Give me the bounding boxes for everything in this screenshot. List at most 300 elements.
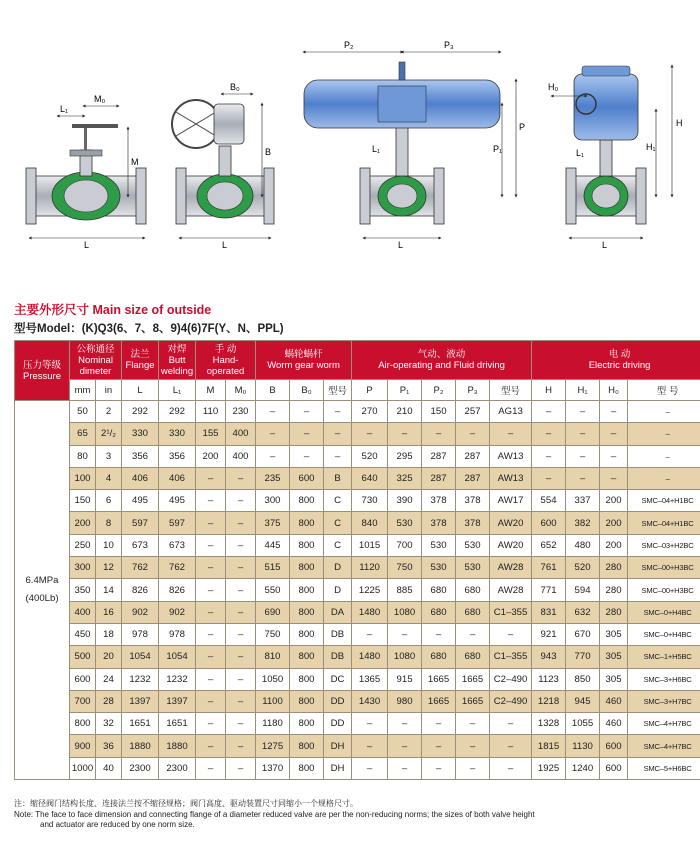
table-cell: 800 xyxy=(290,534,324,556)
table-cell: – xyxy=(196,623,226,645)
table-cell: – xyxy=(490,735,532,757)
table-row xyxy=(15,668,700,690)
table-cell: 330 xyxy=(122,423,159,445)
pressure-mpa: 6.4MPa xyxy=(25,575,59,587)
table-cell: – xyxy=(388,423,422,445)
subheader-h1: H₁ xyxy=(566,380,600,401)
table-cell: – xyxy=(226,646,256,668)
table-cell: 495 xyxy=(122,490,159,512)
header-pressure xyxy=(15,341,70,401)
subheader-l1: L₁ xyxy=(159,380,196,401)
table-cell: 1665 xyxy=(422,690,456,712)
notes xyxy=(14,799,694,831)
table-cell: D xyxy=(324,557,352,579)
header-worm-cn: 蜗轮蜗杆 xyxy=(284,349,323,360)
table-cell: 530 xyxy=(388,512,422,534)
table-cell: 915 xyxy=(388,668,422,690)
table-cell: 3 xyxy=(96,445,122,467)
table-cell: – xyxy=(196,735,226,757)
table-cell: 18 xyxy=(96,623,122,645)
header-air-cn: 气动、液动 xyxy=(417,349,466,360)
table-cell: 700 xyxy=(388,534,422,556)
drawing-hand-operated xyxy=(26,94,146,250)
table-cell: 4 xyxy=(96,467,122,489)
table-cell: – xyxy=(600,445,628,467)
table-cell: 287 xyxy=(422,445,456,467)
table-cell: 150 xyxy=(422,401,456,423)
table-cell: AG13 xyxy=(490,401,532,423)
table-cell: SMC–04+H1BC xyxy=(628,512,700,534)
table-cell: 690 xyxy=(256,601,290,623)
table-cell: – xyxy=(532,423,566,445)
subheader-p3: P₃ xyxy=(456,380,490,401)
table-cell: 378 xyxy=(456,512,490,534)
table-cell: – xyxy=(566,401,600,423)
table-cell: – xyxy=(226,623,256,645)
table-cell: 680 xyxy=(456,579,490,601)
table-cell: – xyxy=(422,735,456,757)
header-worm xyxy=(256,341,352,380)
table-cell: 325 xyxy=(388,467,422,489)
table-cell: SMC–0+H4BC xyxy=(628,623,700,645)
section-title-en: Main size of outside xyxy=(92,303,212,317)
table-cell: 530 xyxy=(422,557,456,579)
table-cell: – xyxy=(226,557,256,579)
table-cell: 530 xyxy=(456,557,490,579)
table-cell: – xyxy=(324,401,352,423)
table-cell: – xyxy=(628,423,700,445)
table-cell: 445 xyxy=(256,534,290,556)
table-cell: 1000 xyxy=(70,757,96,779)
table-cell: 1370 xyxy=(256,757,290,779)
table-cell: 800 xyxy=(290,579,324,601)
table-cell: 800 xyxy=(290,512,324,534)
table-cell: SMC–4+H7BC xyxy=(628,735,700,757)
table-cell: 378 xyxy=(422,512,456,534)
table-cell: 1050 xyxy=(256,668,290,690)
table-cell: – xyxy=(532,445,566,467)
table-cell: – xyxy=(256,401,290,423)
table-cell: 673 xyxy=(159,534,196,556)
table-cell: DD xyxy=(324,713,352,735)
pressure-lb: (400Lb) xyxy=(25,593,59,605)
header-butt-cn: 对焊 xyxy=(167,343,187,355)
header-butt-en2: welding xyxy=(160,365,194,377)
header-nominal-cn: 公称通径 xyxy=(76,343,115,355)
table-cell: DC xyxy=(324,668,352,690)
table-row xyxy=(15,423,700,445)
table-cell: – xyxy=(226,668,256,690)
table-cell: 1880 xyxy=(122,735,159,757)
table-cell: – xyxy=(226,534,256,556)
table-cell: SMC–1+H5BC xyxy=(628,646,700,668)
table-row xyxy=(15,467,700,489)
drawing3-label-p1: P₁ xyxy=(493,144,503,154)
table-cell: 382 xyxy=(566,512,600,534)
table-cell: 8 xyxy=(96,512,122,534)
table-cell: – xyxy=(490,623,532,645)
valve-drawings xyxy=(0,0,700,290)
table-cell: 24 xyxy=(96,668,122,690)
table-cell: 2 xyxy=(96,401,122,423)
table-row xyxy=(15,646,700,668)
table-cell: 2300 xyxy=(122,757,159,779)
section-title xyxy=(14,300,211,318)
header-flange-en: Flange xyxy=(125,360,155,371)
table-cell: 800 xyxy=(70,713,96,735)
table-cell: – xyxy=(456,623,490,645)
subheader-electric-model: 型 号 xyxy=(628,380,700,401)
table-cell: 257 xyxy=(456,401,490,423)
table-cell: 1815 xyxy=(532,735,566,757)
table-cell: 280 xyxy=(600,557,628,579)
model-line: 型号Model：(K)Q3(6、7、8、9)4(6)7F(Y、N、PPL) xyxy=(14,323,284,335)
table-cell: 1080 xyxy=(388,646,422,668)
table-cell: – xyxy=(196,757,226,779)
table-cell: – xyxy=(566,423,600,445)
header-nominal-en1: Nominal xyxy=(78,354,113,366)
drawing3-label-l1: L₁ xyxy=(372,144,381,154)
table-cell: 1665 xyxy=(456,690,490,712)
table-cell: 305 xyxy=(600,623,628,645)
table-cell: 300 xyxy=(256,490,290,512)
table-cell: 287 xyxy=(456,467,490,489)
table-cell: 1651 xyxy=(122,713,159,735)
table-cell: 1130 xyxy=(566,735,600,757)
header-hand-en1: Hand- xyxy=(212,354,239,366)
table-cell: 100 xyxy=(70,467,96,489)
table-cell: 902 xyxy=(122,601,159,623)
table-cell: 550 xyxy=(256,579,290,601)
table-row xyxy=(15,490,700,512)
table-cell: 978 xyxy=(122,623,159,645)
table-cell: 800 xyxy=(290,757,324,779)
table-cell: AW20 xyxy=(490,534,532,556)
table-cell: 460 xyxy=(600,690,628,712)
table-cell: 800 xyxy=(290,646,324,668)
table-cell: 945 xyxy=(566,690,600,712)
table-cell: 515 xyxy=(256,557,290,579)
drawing2-label-b0: B₀ xyxy=(230,82,240,92)
table-cell: 1225 xyxy=(352,579,388,601)
table-cell: – xyxy=(226,601,256,623)
table-cell: – xyxy=(352,757,388,779)
table-cell: 652 xyxy=(532,534,566,556)
table-cell: 350 xyxy=(70,579,96,601)
table-cell: – xyxy=(600,423,628,445)
table-cell: 65 xyxy=(70,423,96,445)
table-cell: 210 xyxy=(388,401,422,423)
drawing3-label-p2: P₂ xyxy=(344,40,354,50)
table-cell: 1665 xyxy=(456,668,490,690)
header-flange xyxy=(122,341,159,380)
header-nominal xyxy=(70,341,122,380)
header-electric-cn: 电 动 xyxy=(608,349,631,360)
table-cell: 632 xyxy=(566,601,600,623)
table-cell: 337 xyxy=(566,490,600,512)
table-cell: 10 xyxy=(96,534,122,556)
table-cell: SMC–03+H2BC xyxy=(628,534,700,556)
header-flange-cn: 法兰 xyxy=(130,349,150,360)
table-cell: 1054 xyxy=(122,646,159,668)
table-cell: 500 xyxy=(70,646,96,668)
subheader-in: in xyxy=(96,380,122,401)
table-cell: 520 xyxy=(566,557,600,579)
table-cell: 826 xyxy=(159,579,196,601)
table-cell: 305 xyxy=(600,668,628,690)
table-cell: 750 xyxy=(256,623,290,645)
table-cell: 1054 xyxy=(159,646,196,668)
table-cell: SMC–3+H6BC xyxy=(628,668,700,690)
table-cell: 800 xyxy=(290,623,324,645)
table-cell: 530 xyxy=(422,534,456,556)
subheader-b0: B₀ xyxy=(290,380,324,401)
table-cell: AW13 xyxy=(490,467,532,489)
table-cell: 50 xyxy=(70,401,96,423)
table-cell: – xyxy=(388,735,422,757)
table-cell: 670 xyxy=(566,623,600,645)
table-cell: – xyxy=(226,690,256,712)
table-cell: 110 xyxy=(196,401,226,423)
table-cell: 1232 xyxy=(122,668,159,690)
table-cell: – xyxy=(196,690,226,712)
table-cell: 1015 xyxy=(352,534,388,556)
subheader-mm: mm xyxy=(70,380,96,401)
table-cell: – xyxy=(456,423,490,445)
table-cell: – xyxy=(226,467,256,489)
table-cell: 375 xyxy=(256,512,290,534)
table-row xyxy=(15,757,700,779)
table-cell: 80 xyxy=(70,445,96,467)
table-cell: 1925 xyxy=(532,757,566,779)
table-cell: 460 xyxy=(600,713,628,735)
drawing-electric xyxy=(548,66,683,250)
table-cell: – xyxy=(196,467,226,489)
table-cell: 1240 xyxy=(566,757,600,779)
table-row xyxy=(15,579,700,601)
table-cell: – xyxy=(196,557,226,579)
table-row xyxy=(15,713,700,735)
table-cell: – xyxy=(422,713,456,735)
table-cell: 1080 xyxy=(388,601,422,623)
table-cell: AW28 xyxy=(490,557,532,579)
table-cell: 800 xyxy=(290,601,324,623)
header-electric-en: Electric driving xyxy=(588,360,651,371)
table-cell: 771 xyxy=(532,579,566,601)
table-row xyxy=(15,557,700,579)
table-cell: – xyxy=(456,713,490,735)
table-cell: – xyxy=(566,445,600,467)
table-cell: 840 xyxy=(352,512,388,534)
table-cell: 36 xyxy=(96,735,122,757)
drawing1-label-l: L xyxy=(84,240,90,250)
table-cell: 495 xyxy=(159,490,196,512)
table-cell: 810 xyxy=(256,646,290,668)
table-cell: 480 xyxy=(566,534,600,556)
subheader-m: M xyxy=(196,380,226,401)
table-cell: C xyxy=(324,490,352,512)
table-cell: 20 xyxy=(96,646,122,668)
table-cell: 1480 xyxy=(352,646,388,668)
drawing1-label-m0: M₀ xyxy=(94,94,106,104)
header-air xyxy=(352,341,532,380)
table-cell: – xyxy=(388,757,422,779)
table-row xyxy=(15,534,700,556)
drawing4-label-l: L xyxy=(602,240,608,250)
table-cell: – xyxy=(256,423,290,445)
table-cell: 600 xyxy=(70,668,96,690)
table-cell: 554 xyxy=(532,490,566,512)
subheader-worm-model: 型号 xyxy=(324,380,352,401)
table-cell: 597 xyxy=(122,512,159,534)
table-cell: 1480 xyxy=(352,601,388,623)
header-pressure-en: Pressure xyxy=(22,370,61,382)
table-cell: 1180 xyxy=(256,713,290,735)
drawing1-label-m: M xyxy=(131,157,139,167)
table-cell: 800 xyxy=(290,668,324,690)
table-cell: – xyxy=(456,735,490,757)
table-row xyxy=(15,735,700,757)
table-cell: – xyxy=(324,423,352,445)
table-cell: 356 xyxy=(122,445,159,467)
table-cell: 230 xyxy=(226,401,256,423)
table-cell: SMC–3+H7BC xyxy=(628,690,700,712)
table-cell: 1232 xyxy=(159,668,196,690)
table-cell: 1120 xyxy=(352,557,388,579)
table-cell: 406 xyxy=(122,467,159,489)
table-row xyxy=(15,512,700,534)
subheader-h0: H₀ xyxy=(600,380,628,401)
table-cell: 270 xyxy=(352,401,388,423)
table-cell: – xyxy=(196,601,226,623)
table-cell: 235 xyxy=(256,467,290,489)
subheader-h: H xyxy=(532,380,566,401)
table-cell: 978 xyxy=(159,623,196,645)
table-cell: 200 xyxy=(600,534,628,556)
table-cell: – xyxy=(196,490,226,512)
table-cell: 1651 xyxy=(159,713,196,735)
table-cell: 885 xyxy=(388,579,422,601)
table-cell: 594 xyxy=(566,579,600,601)
table-cell: SMC–00+H3BC xyxy=(628,557,700,579)
table-cell: 597 xyxy=(159,512,196,534)
table-cell: SMC–5+H6BC xyxy=(628,757,700,779)
table-cell: 680 xyxy=(422,601,456,623)
table-cell: 1055 xyxy=(566,713,600,735)
table-cell: – xyxy=(352,713,388,735)
subheader-p1: P₁ xyxy=(388,380,422,401)
table-cell: – xyxy=(388,623,422,645)
table-cell: 200 xyxy=(196,445,226,467)
table-cell: – xyxy=(600,401,628,423)
table-cell: – xyxy=(352,735,388,757)
table-cell: 280 xyxy=(600,579,628,601)
table-cell: 520 xyxy=(352,445,388,467)
table-cell: 980 xyxy=(388,690,422,712)
table-cell: 800 xyxy=(290,557,324,579)
table-cell: – xyxy=(226,735,256,757)
drawing2-label-l: L xyxy=(222,240,228,250)
table-cell: – xyxy=(290,401,324,423)
subheader-air-model: 型号 xyxy=(490,380,532,401)
table-cell: 14 xyxy=(96,579,122,601)
drawing4-label-h0: H₀ xyxy=(548,82,559,92)
table-cell: 761 xyxy=(532,557,566,579)
table-cell: – xyxy=(324,445,352,467)
table-body xyxy=(15,401,700,780)
table-cell: AW28 xyxy=(490,579,532,601)
table-cell: 2¹/₂ xyxy=(96,423,122,445)
table-cell: 902 xyxy=(159,601,196,623)
table-cell: 32 xyxy=(96,713,122,735)
table-cell: 287 xyxy=(422,467,456,489)
subheader-p: P xyxy=(352,380,388,401)
table-cell: 150 xyxy=(70,490,96,512)
table-cell: 1100 xyxy=(256,690,290,712)
table-cell: – xyxy=(352,423,388,445)
table-cell: 287 xyxy=(456,445,490,467)
table-cell: – xyxy=(490,713,532,735)
header-pressure-cn: 压力等级 xyxy=(22,359,61,371)
table-cell: 680 xyxy=(456,601,490,623)
drawing2-label-b: B xyxy=(265,147,272,157)
table-cell: C2–490 xyxy=(490,690,532,712)
table-cell: SMC–0+H4BC xyxy=(628,601,700,623)
table-cell: – xyxy=(422,423,456,445)
table-cell: 673 xyxy=(122,534,159,556)
table-cell: C1–355 xyxy=(490,646,532,668)
header-butt xyxy=(159,341,196,380)
table-cell: AW13 xyxy=(490,445,532,467)
table-cell: 292 xyxy=(122,401,159,423)
table-cell: D xyxy=(324,579,352,601)
table-cell: 700 xyxy=(70,690,96,712)
subheader-p2: P₂ xyxy=(422,380,456,401)
table-cell: 378 xyxy=(456,490,490,512)
table-cell: – xyxy=(532,467,566,489)
table-cell: – xyxy=(196,713,226,735)
table-cell: 400 xyxy=(226,445,256,467)
table-cell: DH xyxy=(324,735,352,757)
table-cell: – xyxy=(196,668,226,690)
table-row xyxy=(15,401,700,423)
table-cell: – xyxy=(226,490,256,512)
table-cell: – xyxy=(196,512,226,534)
table-cell: – xyxy=(628,401,700,423)
table-cell: 600 xyxy=(600,757,628,779)
table-cell: 850 xyxy=(566,668,600,690)
table-cell: 530 xyxy=(456,534,490,556)
table-cell: 750 xyxy=(388,557,422,579)
table-cell: 1397 xyxy=(122,690,159,712)
spec-table xyxy=(14,340,700,780)
drawing4-label-h: H xyxy=(676,118,683,128)
table-cell: – xyxy=(196,534,226,556)
subheader-m0: M₀ xyxy=(226,380,256,401)
table-cell: DB xyxy=(324,623,352,645)
note-en-2: and actuator are reduced by one norm size. xyxy=(40,820,195,829)
table-cell: DH xyxy=(324,757,352,779)
table-cell: 800 xyxy=(290,690,324,712)
table-cell: 1328 xyxy=(532,713,566,735)
table-cell: DD xyxy=(324,690,352,712)
table-cell: – xyxy=(226,757,256,779)
table-cell: – xyxy=(422,757,456,779)
drawing3-label-p: P xyxy=(519,122,526,132)
table-cell: – xyxy=(196,579,226,601)
table-cell: 1397 xyxy=(159,690,196,712)
table-cell: C xyxy=(324,534,352,556)
